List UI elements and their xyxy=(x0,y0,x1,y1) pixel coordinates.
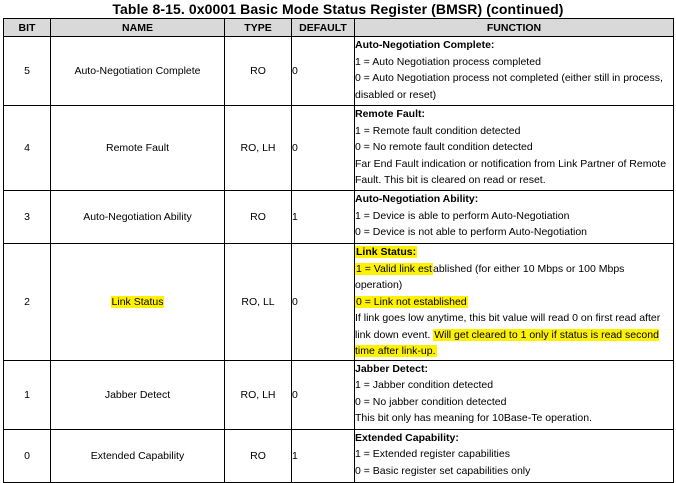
default-cell: 0 xyxy=(292,360,355,429)
line-text: If link goes low anytime, this bit value will read 0 on first read after link down event. xyxy=(355,312,661,341)
name-cell: Remote Fault xyxy=(51,106,225,191)
function-line xyxy=(355,294,673,311)
function-line: 1 = Device is able to perform Auto-Negotiation xyxy=(355,209,570,222)
table-row xyxy=(4,244,674,361)
name-cell xyxy=(51,244,225,361)
name-cell: Auto-Negotiation Complete xyxy=(51,37,225,106)
bit-cell: 0 xyxy=(4,429,51,482)
function-title: Auto-Negotiation Complete: xyxy=(355,39,495,51)
title-highlight: Link Status: xyxy=(356,246,417,258)
function-cell xyxy=(355,106,674,191)
function-line: 0 = No remote fault condition detected xyxy=(355,141,533,153)
function-cell xyxy=(355,191,674,244)
function-line: Far End Fault indication or notification from Link Partner of Remote Fault. This bit is cleared on read or reset. xyxy=(355,157,667,186)
header-bit: BIT xyxy=(4,19,51,37)
line-highlight: 1 = Valid link est xyxy=(356,262,432,275)
function-title xyxy=(355,244,673,261)
name-highlight: Link Status xyxy=(111,295,164,308)
function-line: 0 = No jabber condition detected xyxy=(355,395,507,408)
type-cell: RO, LH xyxy=(225,360,292,429)
table-row xyxy=(4,191,674,244)
function-cell xyxy=(355,360,674,429)
name-cell: Extended Capability xyxy=(51,429,225,482)
type-cell: RO xyxy=(225,37,292,106)
header-default: DEFAULT xyxy=(292,19,355,37)
bit-cell: 4 xyxy=(4,106,51,191)
function-line: 0 = Device is not able to perform Auto-Negotiation xyxy=(355,226,588,238)
default-cell: 0 xyxy=(292,244,355,361)
header-function: FUNCTION xyxy=(355,19,674,37)
table-title: Table 8-15. 0x0001 Basic Mode Status Register (BMSR) (continued) xyxy=(112,1,564,17)
table-row xyxy=(4,37,674,106)
bmsr-register-table xyxy=(3,18,674,483)
name-cell: Auto-Negotiation Ability xyxy=(51,191,225,244)
function-line xyxy=(355,261,673,294)
type-cell: RO, LH xyxy=(225,106,292,191)
function-title: Jabber Detect: xyxy=(355,362,428,375)
default-cell: 0 xyxy=(292,106,355,191)
type-cell: RO xyxy=(225,429,292,482)
function-title: Auto-Negotiation Ability: xyxy=(355,193,479,205)
function-cell xyxy=(355,244,674,361)
type-cell: RO, LL xyxy=(225,244,292,361)
function-line: 1 = Auto Negotiation process completed xyxy=(355,55,541,68)
function-cell xyxy=(355,37,674,106)
line-highlight: 0 = Link not established xyxy=(356,295,467,308)
function-line: 1 = Extended register capabilities xyxy=(355,448,510,460)
function-line: 1 = Jabber condition detected xyxy=(355,379,494,391)
function-line: This bit only has meaning for 10Base-Te operation. xyxy=(355,412,592,424)
function-title: Extended Capability: xyxy=(355,431,459,444)
function-line: 0 = Auto Negotiation process not completed (either still in process, disabled or reset) xyxy=(355,72,663,101)
name-cell: Jabber Detect xyxy=(51,360,225,429)
bit-cell: 2 xyxy=(4,244,51,361)
header-name: NAME xyxy=(51,19,225,37)
line-text: ablished (for either 10 Mbps or 100 Mbps operation) xyxy=(355,262,625,291)
function-cell xyxy=(355,429,674,482)
header-type: TYPE xyxy=(225,19,292,37)
function-line: 1 = Remote fault condition detected xyxy=(355,124,521,137)
function-paragraph xyxy=(355,310,673,360)
bit-cell: 5 xyxy=(4,37,51,106)
table-row xyxy=(4,429,674,482)
table-row xyxy=(4,106,674,191)
header-row xyxy=(4,19,674,37)
function-title: Remote Fault: xyxy=(355,108,426,120)
bit-cell: 1 xyxy=(4,360,51,429)
default-cell: 0 xyxy=(292,37,355,106)
type-cell: RO xyxy=(225,191,292,244)
line-highlight: Will get cleared to 1 only if status is read second time after link-up. xyxy=(355,328,659,357)
default-cell: 1 xyxy=(292,429,355,482)
default-cell: 1 xyxy=(292,191,355,244)
bit-cell: 3 xyxy=(4,191,51,244)
function-line: 0 = Basic register set capabilities only xyxy=(355,464,531,477)
table-row xyxy=(4,360,674,429)
